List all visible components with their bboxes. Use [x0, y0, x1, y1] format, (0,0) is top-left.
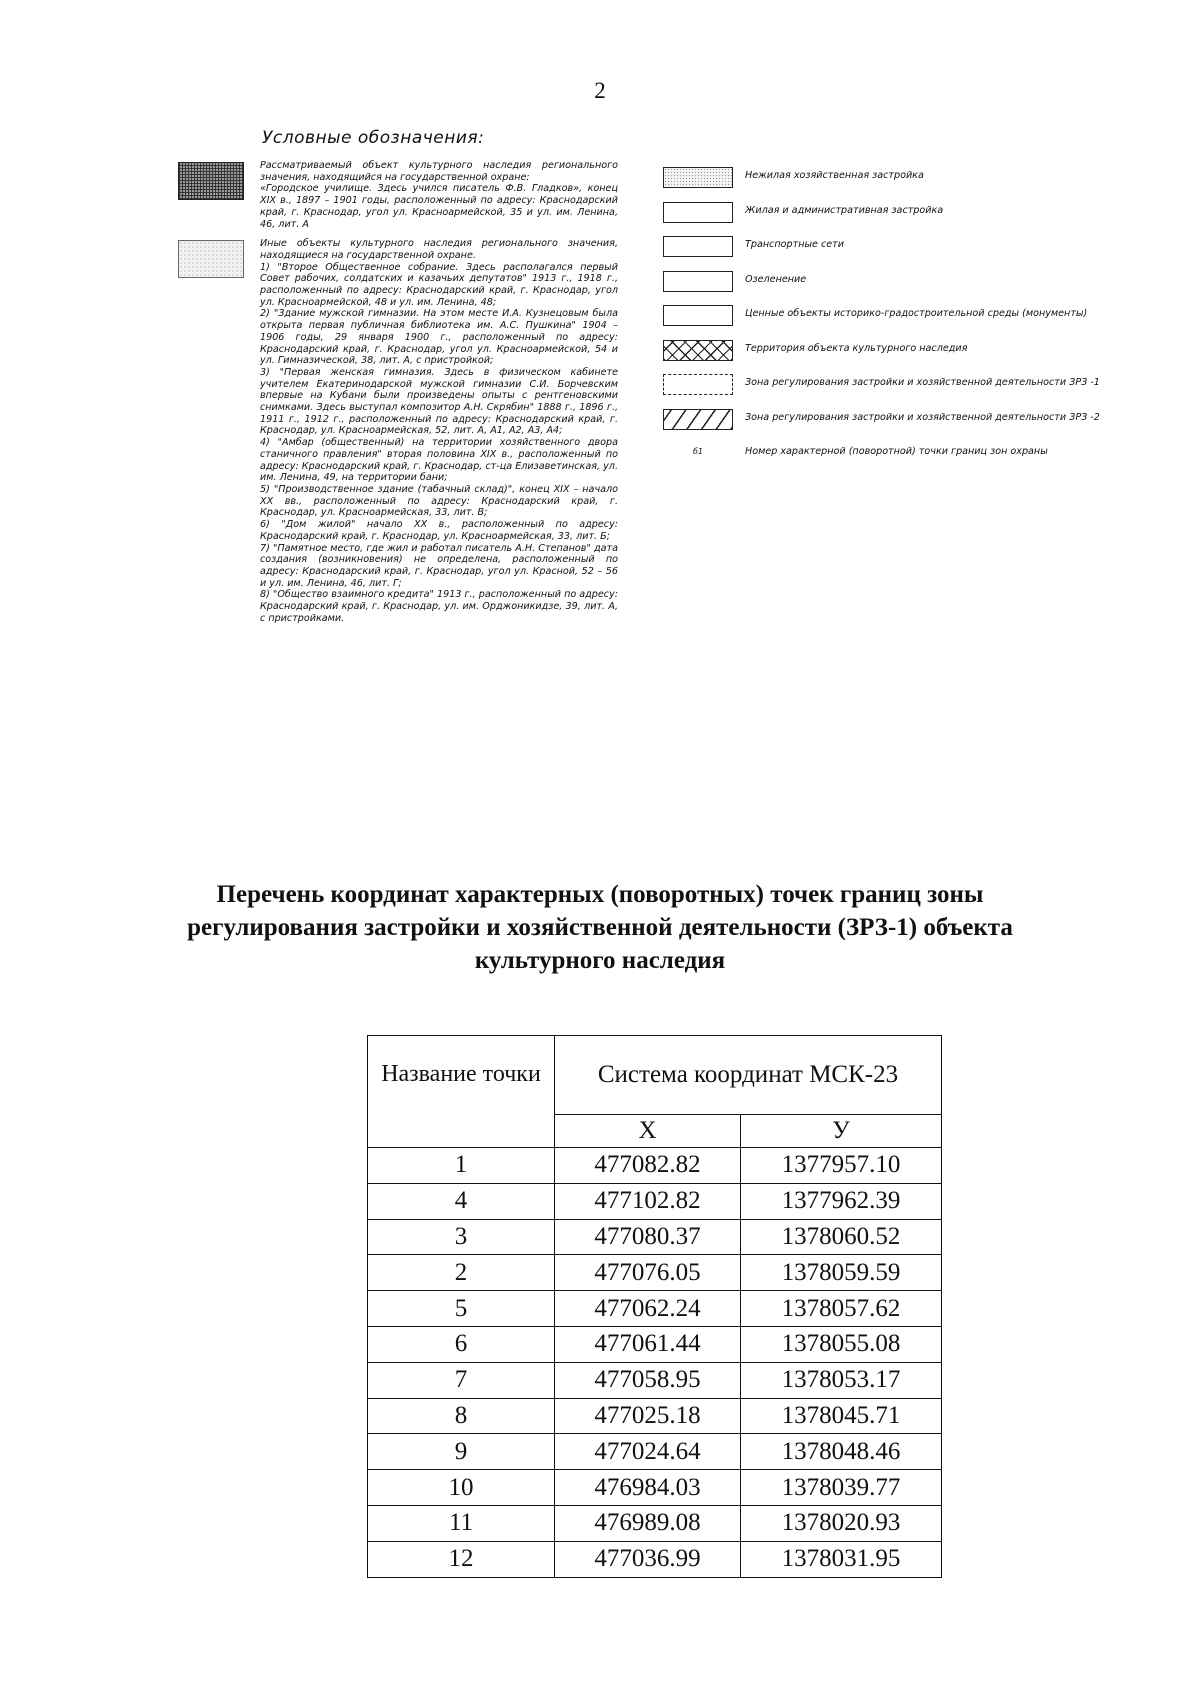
y-coordinate-cell: 1377957.10 [741, 1148, 942, 1184]
point-name-cell: 9 [368, 1434, 555, 1470]
legend-item-label: Транспортные сети [745, 239, 844, 250]
coordinates-table [367, 1035, 942, 1578]
table-row [368, 1505, 942, 1541]
legend-paragraph: «Городское училище. Здесь учился писатель Ф.В. Гладков», конец XIX в., 1897 – 1901 годы, расположенный по адресу: Краснодарский край, г. Краснодар, угол ул. Красноармейской, 35 и ул. им. Ленина, 46, лит. А [260, 183, 618, 230]
legend-paragraph: 4) "Амбар (общественный) на территории хозяйственного двора станичного правления" вторая половина XIX в., расположенный по адресу: Краснодарский край, г. Краснодар, ст-ца Елизаветинская, ул. им. Ленина, 49, на территории бани; [260, 437, 618, 484]
point-name-cell: 8 [368, 1398, 555, 1434]
y-coordinate-cell: 1378048.46 [741, 1434, 942, 1470]
legend-item-label: Номер характерной (поворотной) точки границ зон охраны [745, 446, 1048, 457]
legend-item-zone-2 [663, 407, 1163, 442]
legend-right-column [663, 165, 1163, 476]
x-coordinate-cell: 477080.37 [555, 1219, 741, 1255]
point-name-cell: 12 [368, 1541, 555, 1577]
legend-paragraph: 2) "Здание мужской гимназии. На этом месте И.А. Кузнецовым была открыта первая публичная библиотека им. А.С. Пушкина" 1904 – 1906 годы, 29 января 1900 г., расположенный по адресу: Краснодарский край, г. Краснодар, угол ул. Красноармейской, 54 и ул. Гимназической, 38, лит. А, с пристройкой; [260, 308, 618, 367]
legend-paragraph: 3) "Первая женская гимназия. Здесь в физическом кабинете учителем Екатеринодарской мужской гимназии С.И. Борчевским впервые на Кубани были произведены опыты с рентгеновскими снимками. Здесь выступал композитор А.Н. Скрябин" 1888 г., 1896 г., 1911 г., 1912 г., расположенный по адресу: Краснодарский край, г. Краснодар, ул. Красноармейская, 52, лит. А, А1, А2, А3, А4; [260, 366, 618, 437]
x-coordinate-cell: 477036.99 [555, 1541, 741, 1577]
legend-item-label: Зона регулирования застройки и хозяйственной деятельности ЗРЗ -1 [745, 377, 1100, 388]
legend-paragraph: 5) "Производственное здание (табачный склад)", конец XIX – начало XX вв., расположенный по адресу: Краснодарский край, г. Краснодар, ул. Красноармейская, 33, лит. В; [260, 483, 618, 519]
legend-item-point-number [663, 441, 1163, 476]
y-coordinate-cell: 1378045.71 [741, 1398, 942, 1434]
legend-item-monuments [663, 303, 1163, 338]
point-name-cell: 6 [368, 1326, 555, 1362]
point-name-cell: 4 [368, 1183, 555, 1219]
y-coordinate-cell: 1378031.95 [741, 1541, 942, 1577]
y-coordinate-cell: 1378060.52 [741, 1219, 942, 1255]
point-name-cell: 7 [368, 1362, 555, 1398]
y-coordinate-cell: 1378057.62 [741, 1291, 942, 1327]
legend-swatch-main-object [178, 162, 244, 200]
point-number-marker: б1 [693, 447, 704, 456]
x-coordinate-cell: 477102.82 [555, 1183, 741, 1219]
table-row [368, 1219, 942, 1255]
x-coordinate-cell: 477025.18 [555, 1398, 741, 1434]
legend-box-cross-hatch [663, 340, 733, 361]
legend-item-label: Ценные объекты историко-градостроительной среды (монументы) [745, 308, 1088, 319]
header-coordinate-system: Система координат МСК-23 [555, 1036, 942, 1115]
x-coordinate-cell: 477058.95 [555, 1362, 741, 1398]
y-coordinate-cell: 1378039.77 [741, 1470, 942, 1506]
legend-box-dashed [663, 374, 733, 395]
legend-text-other-objects [260, 238, 618, 624]
table-row [368, 1398, 942, 1434]
legend-text-main-object [260, 160, 618, 230]
table-row [368, 1183, 942, 1219]
legend-item-transport [663, 234, 1163, 269]
legend-paragraph: Иные объекты культурного наследия регионального значения, находящиеся на государственной охране. [260, 238, 618, 261]
legend-box-solid [663, 236, 733, 257]
x-coordinate-cell: 476989.08 [555, 1505, 741, 1541]
legend-block-other-objects [178, 238, 618, 624]
point-name-cell: 3 [368, 1219, 555, 1255]
table-row [368, 1470, 942, 1506]
x-coordinate-cell: 477076.05 [555, 1255, 741, 1291]
table-row [368, 1541, 942, 1577]
table-row [368, 1255, 942, 1291]
legend-paragraph: 8) "Общество взаимного кредита" 1913 г., расположенный по адресу: Краснодарский край, г. Краснодар, ул. им. Орджоникидзе, 39, лит. А, с пристройками. [260, 589, 618, 624]
y-coordinate-cell: 1378055.08 [741, 1326, 942, 1362]
legend-box-dotted [663, 167, 733, 188]
table-row [368, 1362, 942, 1398]
table-row [368, 1434, 942, 1470]
title-line: Перечень координат характерных (поворотных) точек границ зоны [216, 881, 984, 908]
x-coordinate-cell: 477061.44 [555, 1326, 741, 1362]
legend-item-label: Территория объекта культурного наследия [745, 342, 968, 354]
legend-swatch-other-objects [178, 240, 244, 278]
legend-item-greenery [663, 269, 1163, 304]
point-name-cell: 11 [368, 1505, 555, 1541]
header-point-name: Название точки [368, 1036, 555, 1148]
title-line: регулирования застройки и хозяйственной деятельности (ЗРЗ-1) объекта [187, 914, 1013, 941]
legend-paragraph: 7) "Памятное место, где жил и работал писатель А.Н. Степанов" дата создания (возникновения) не определена, расположенный по адресу: Краснодарский край, г. Краснодар, угол ул. Красной, 52 – 56 и ул. им. Ленина, 46, лит. Г; [260, 542, 618, 589]
point-name-cell: 10 [368, 1470, 555, 1506]
page-number: 2 [594, 78, 606, 103]
legend-item-label: Зона регулирования застройки и хозяйственной деятельности ЗРЗ -2 [745, 411, 1100, 423]
table-row [368, 1291, 942, 1327]
legend-box-marker [663, 443, 733, 464]
x-coordinate-cell: 476984.03 [555, 1470, 741, 1506]
legend-item-label: Озеленение [745, 273, 807, 285]
point-name-cell: 1 [368, 1148, 555, 1184]
y-coordinate-cell: 1378020.93 [741, 1505, 942, 1541]
x-coordinate-cell: 477062.24 [555, 1291, 741, 1327]
legend-paragraph: 1) "Второе Общественное собрание. Здесь располагался первый Совет рабочих, солдатских и казачьих депутатов" 1913 г., 1918 г., расположенный по адресу: Краснодарский край, г. Краснодар, угол ул. Красноармейской, 48 и ул. им. Ленина, 48; [260, 261, 618, 308]
header-x: X [555, 1115, 741, 1148]
table-row [368, 1326, 942, 1362]
legend-item-nonresidential [663, 165, 1163, 200]
legend-paragraph: Рассматриваемый объект культурного наследия регионального значения, находящийся на государственной охране: [260, 160, 618, 183]
point-name-cell: 2 [368, 1255, 555, 1291]
legend-box-solid [663, 202, 733, 223]
legend-block-main-object [178, 160, 618, 230]
legend-title: Условные обозначения: [262, 128, 485, 148]
coordinates-table-body [368, 1148, 942, 1578]
table-title [130, 878, 1070, 977]
legend-box-diagonal-hatch [663, 409, 733, 430]
legend-left-column [178, 160, 618, 624]
legend-item-zone-1 [663, 372, 1163, 407]
y-coordinate-cell: 1378059.59 [741, 1255, 942, 1291]
legend-item-label: Нежилая хозяйственная застройка [745, 170, 924, 181]
legend-item-residential [663, 200, 1163, 235]
point-name-cell: 5 [368, 1291, 555, 1327]
legend-item-heritage-territory [663, 338, 1163, 373]
legend-box-solid [663, 305, 733, 326]
y-coordinate-cell: 1377962.39 [741, 1183, 942, 1219]
legend-box-solid [663, 271, 733, 292]
legend-paragraph: 6) "Дом жилой" начало XX в., расположенный по адресу: Краснодарский край, г. Краснодар, ул. Красноармейская, 33, лит. Б; [260, 519, 618, 542]
y-coordinate-cell: 1378053.17 [741, 1362, 942, 1398]
legend-item-label: Жилая и административная застройка [745, 204, 944, 216]
table-row [368, 1148, 942, 1184]
header-y: У [741, 1115, 942, 1148]
x-coordinate-cell: 477082.82 [555, 1148, 741, 1184]
x-coordinate-cell: 477024.64 [555, 1434, 741, 1470]
title-line: культурного наследия [474, 947, 726, 974]
